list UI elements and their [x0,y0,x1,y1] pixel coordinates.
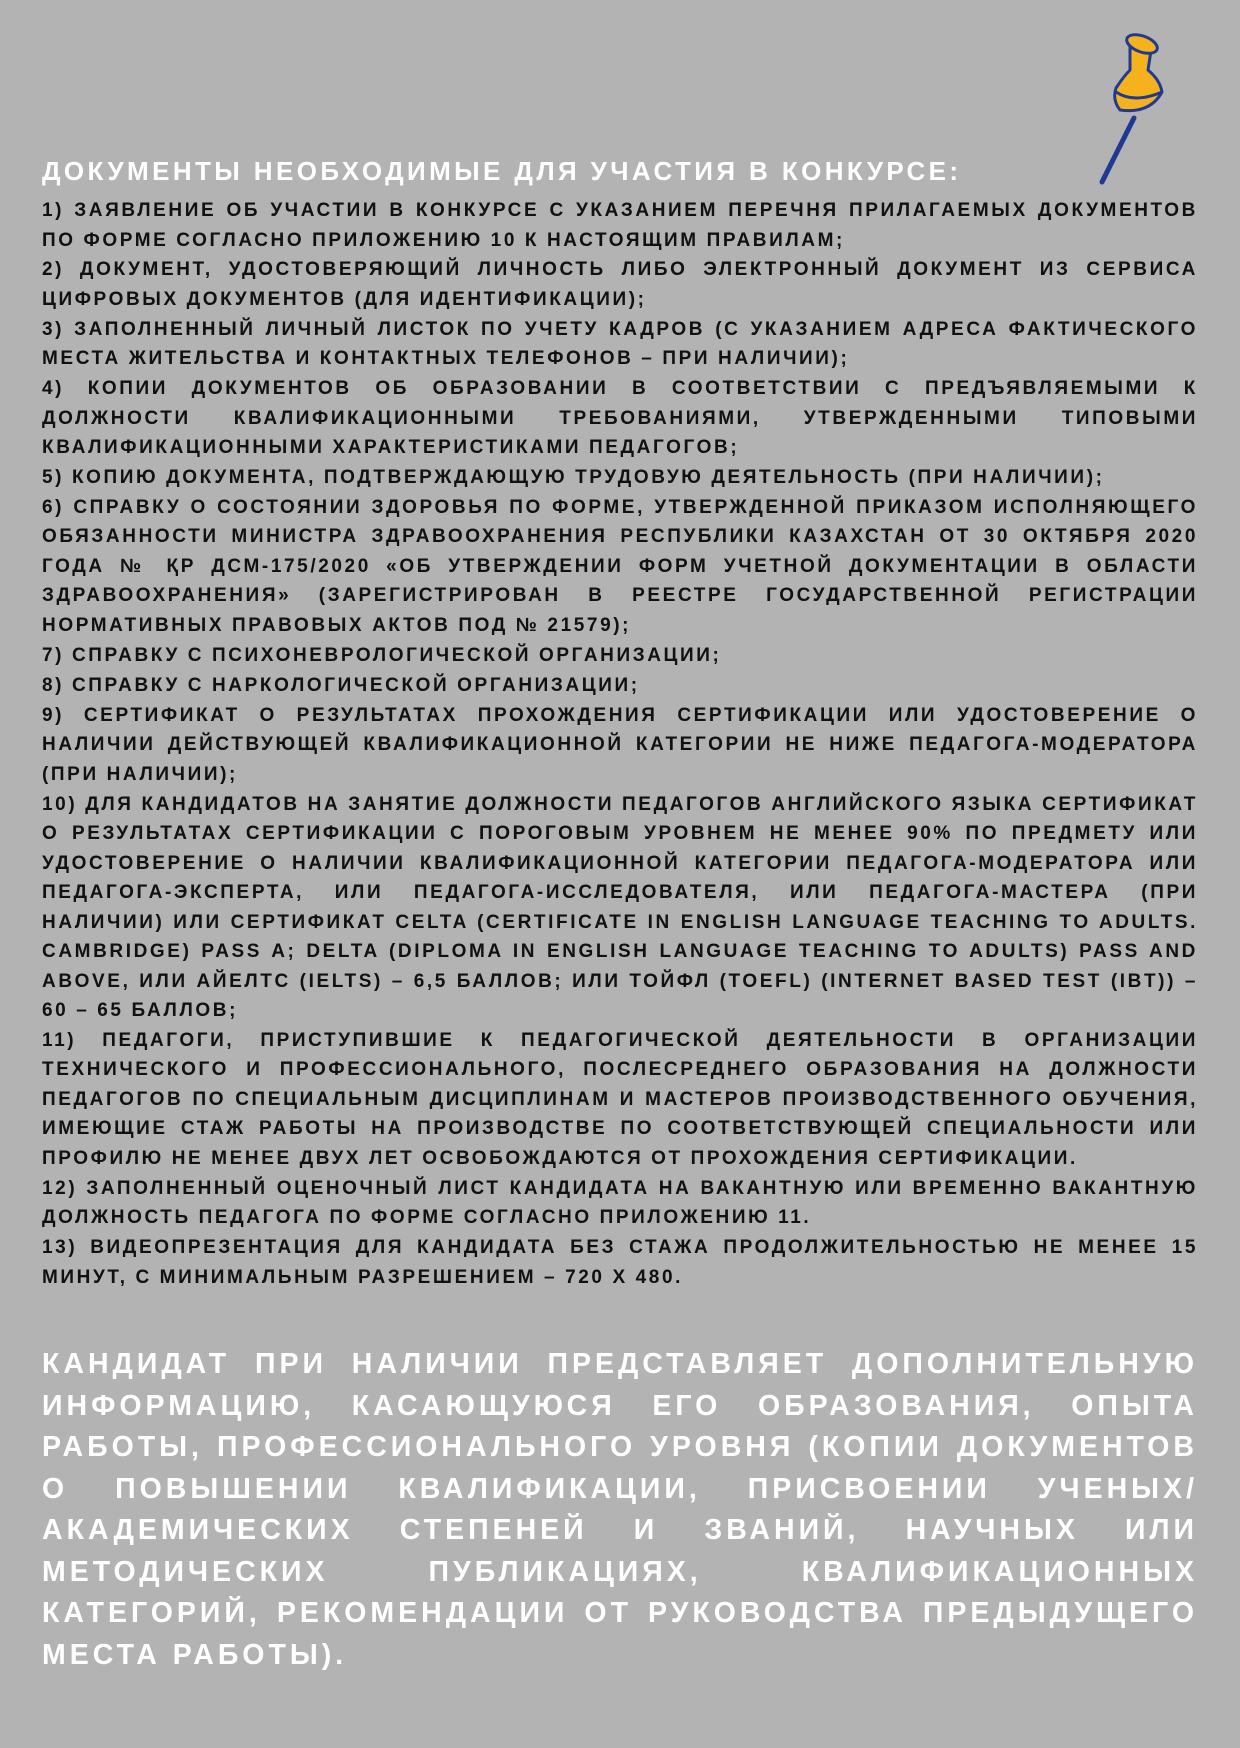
list-item: 13) ВИДЕОПРЕЗЕНТАЦИЯ ДЛЯ КАНДИДАТА БЕЗ СТАЖА ПРОДОЛЖИТЕЛЬНОСТЬЮ НЕ МЕНЕЕ 15 МИНУТ, С МИНИМАЛЬНЫМ РАЗРЕШЕНИЕМ – 720 X 480. [42,1237,1198,1288]
list-item: 4) КОПИИ ДОКУМЕНТОВ ОБ ОБРАЗОВАНИИ В СООТВЕТСТВИИ С ПРЕДЪЯВЛЯЕМЫМИ К ДОЛЖНОСТИ КВАЛИФИКАЦИОННЫМИ ТРЕБОВАНИЯМИ, УТВЕРЖДЕННЫМИ ТИПОВЫМИ КВАЛИФИКАЦИОННЫМИ ХАРАКТЕРИСТИКАМИ ПЕДАГОГОВ; [42,378,1198,459]
list-item: 5) КОПИЮ ДОКУМЕНТА, ПОДТВЕРЖДАЮЩУЮ ТРУДОВУЮ ДЕЯТЕЛЬНОСТЬ (ПРИ НАЛИЧИИ); [42,467,1105,489]
list-item: 8) СПРАВКУ С НАРКОЛОГИЧЕСКОЙ ОРГАНИЗАЦИИ; [42,674,640,696]
list-item: 9) СЕРТИФИКАТ О РЕЗУЛЬТАТАХ ПРОХОЖДЕНИЯ СЕРТИФИКАЦИИ ИЛИ УДОСТОВЕРЕНИЕ О НАЛИЧИИ ДЕЙСТВУЮЩЕЙ КВАЛИФИКАЦИОННОЙ КАТЕГОРИИ НЕ НИЖЕ ПЕДАГОГА-МОДЕРАТОРА (ПРИ НАЛИЧИИ); [42,704,1198,785]
list-item: 10) ДЛЯ КАНДИДАТОВ НА ЗАНЯТИЕ ДОЛЖНОСТИ ПЕДАГОГОВ АНГЛИЙСКОГО ЯЗЫКА СЕРТИФИКАТ О РЕЗУЛЬТАТАХ СЕРТИФИКАЦИИ С ПОРОГОВЫМ УРОВНЕМ НЕ МЕНЕЕ 90% ПО ПРЕДМЕТУ ИЛИ УДОСТОВЕРЕНИЕ О НАЛИЧИИ КВАЛИФИКАЦИОННОЙ КАТЕГОРИИ ПЕДАГОГА-МОДЕРАТОРА ИЛИ ПЕДАГОГА-ЭКСПЕРТА, ИЛИ ПЕДАГОГА-ИССЛЕДОВАТЕЛЯ, ИЛИ ПЕДАГОГА-МАСТЕРА (ПРИ НАЛИЧИИ) ИЛИ СЕРТИФИКАТ CELTA (CERTIFICATE IN ENGLISH LANGUAGE TEACHING TO ADULTS. CAMBRIDGE) PASS A; DELTA (DIPLOMA IN ENGLISH LANGUAGE TEACHING TO ADULTS) PASS AND ABOVE, ИЛИ АЙЕЛТС (IELTS) – 6,5 БАЛЛОВ; ИЛИ ТОЙФЛ (TOEFL) (INTERNET BASED TEST (IBT)) – 60 – 65 БАЛЛОВ; [42,793,1198,1022]
page-title: ДОКУМЕНТЫ НЕОБХОДИМЫЕ ДЛЯ УЧАСТИЯ В КОНКУРСЕ: [42,156,962,186]
list-item: 11) ПЕДАГОГИ, ПРИСТУПИВШИЕ К ПЕДАГОГИЧЕСКОЙ ДЕЯТЕЛЬНОСТИ В ОРГАНИЗАЦИИ ТЕХНИЧЕСКОГО И ПРОФЕССИОНАЛЬНОГО, ПОСЛЕСРЕДНЕГО ОБРАЗОВАНИЯ НА ДОЛЖНОСТИ ПЕДАГОГОВ ПО СПЕЦИАЛЬНЫМ ДИСЦИПЛИНАМ И МАСТЕРОВ ПРОИЗВОДСТВЕННОГО ОБУЧЕНИЯ, ИМЕЮЩИЕ СТАЖ РАБОТЫ НА ПРОИЗВОДСТВЕ ПО СООТВЕТСТВУЮЩЕЙ СПЕЦИАЛЬНОСТИ ИЛИ ПРОФИЛЮ НЕ МЕНЕЕ ДВУХ ЛЕТ ОСВОБОЖДАЮТСЯ ОТ ПРОХОЖДЕНИЯ СЕРТИФИКАЦИИ. [42,1029,1198,1169]
documents-list [42,196,1198,1293]
additional-info-note: КАНДИДАТ ПРИ НАЛИЧИИ ПРЕДСТАВЛЯЕТ ДОПОЛНИТЕЛЬНУЮ ИНФОРМАЦИЮ, КАСАЮЩУЮСЯ ЕГО ОБРАЗОВАНИЯ, ОПЫТА РАБОТЫ, ПРОФЕССИОНАЛЬНОГО УРОВНЯ (КОПИИ ДОКУМЕНТОВ О ПОВЫШЕНИИ КВАЛИФИКАЦИИ, ПРИСВОЕНИИ УЧЕНЫХ/АКАДЕМИЧЕСКИХ СТЕПЕНЕЙ И ЗВАНИЙ, НАУЧНЫХ ИЛИ МЕТОДИЧЕСКИХ ПУБЛИКАЦИЯХ, КВАЛИФИКАЦИОННЫХ КАТЕГОРИЙ, РЕКОМЕНДАЦИИ ОТ РУКОВОДСТВА ПРЕДЫДУЩЕГО МЕСТА РАБОТЫ). [42,1348,1198,1671]
list-item: 6) СПРАВКУ О СОСТОЯНИИ ЗДОРОВЬЯ ПО ФОРМЕ, УТВЕРЖДЕННОЙ ПРИКАЗОМ ИСПОЛНЯЮЩЕГО ОБЯЗАННОСТИ МИНИСТРА ЗДРАВООХРАНЕНИЯ РЕСПУБЛИКИ КАЗАХСТАН ОТ 30 ОКТЯБРЯ 2020 ГОДА № ҚР ДСМ-175/2020 «ОБ УТВЕРЖДЕНИИ ФОРМ УЧЕТНОЙ ДОКУМЕНТАЦИИ В ОБЛАСТИ ЗДРАВООХРАНЕНИЯ» (ЗАРЕГИСТРИРОВАН В РЕЕСТРЕ ГОСУДАРСТВЕННОЙ РЕГИСТРАЦИИ НОРМАТИВНЫХ ПРАВОВЫХ АКТОВ ПОД № 21579); [42,496,1198,636]
list-item: 7) СПРАВКУ С ПСИХОНЕВРОЛОГИЧЕСКОЙ ОРГАНИЗАЦИИ; [42,644,722,666]
list-item: 12) ЗАПОЛНЕННЫЙ ОЦЕНОЧНЫЙ ЛИСТ КАНДИДАТА НА ВАКАНТНУЮ ИЛИ ВРЕМЕННО ВАКАНТНУЮ ДОЛЖНОСТЬ ПЕДАГОГА ПО ФОРМЕ СОГЛАСНО ПРИЛОЖЕНИЮ 11. [42,1177,1198,1229]
list-item: 2) ДОКУМЕНТ, УДОСТОВЕРЯЮЩИЙ ЛИЧНОСТЬ ЛИБО ЭЛЕКТРОННЫЙ ДОКУМЕНТ ИЗ СЕРВИСА ЦИФРОВЫХ ДОКУМЕНТОВ (ДЛЯ ИДЕНТИФИКАЦИИ); [42,259,1198,310]
list-item: 1) ЗАЯВЛЕНИЕ ОБ УЧАСТИИ В КОНКУРСЕ С УКАЗАНИЕМ ПЕРЕЧНЯ ПРИЛАГАЕМЫХ ДОКУМЕНТОВ ПО ФОРМЕ СОГЛАСНО ПРИЛОЖЕНИЮ 10 К НАСТОЯЩИМ ПРАВИЛАМ; [42,200,1198,251]
list-item: 3) ЗАПОЛНЕННЫЙ ЛИЧНЫЙ ЛИСТОК ПО УЧЕТУ КАДРОВ (С УКАЗАНИЕМ АДРЕСА ФАКТИЧЕСКОГО МЕСТА ЖИТЕЛЬСТВА И КОНТАКТНЫХ ТЕЛЕФОНОВ – ПРИ НАЛИЧИИ); [42,318,1198,370]
